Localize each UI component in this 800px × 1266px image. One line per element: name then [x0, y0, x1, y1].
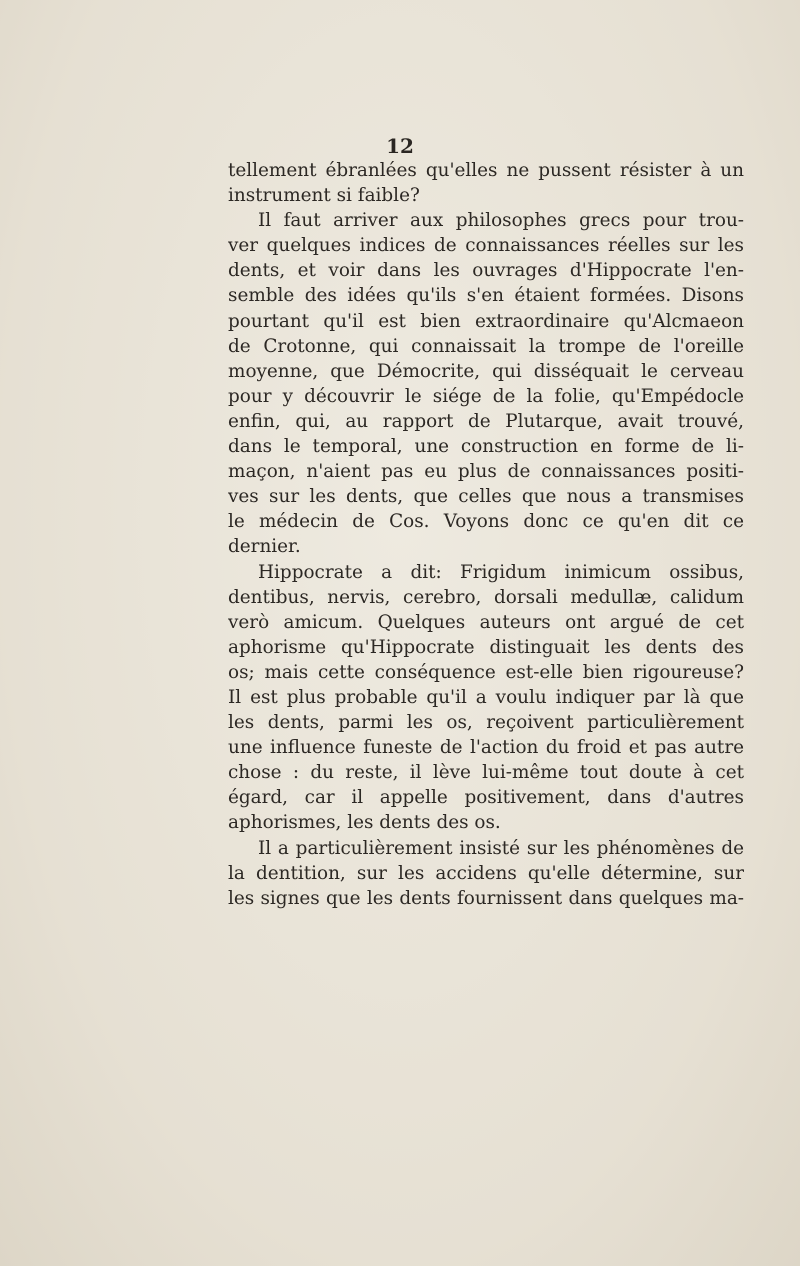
text-line: chose : du reste, il lève lui-même tout doute à cet: [228, 762, 744, 784]
text-line: ver quelques indices de connaissances réelles sur les: [228, 235, 744, 257]
text-line: verò amicum. Quelques auteurs ont argué de cet: [228, 611, 744, 633]
text-line: égard, car il appelle positivement, dans d'autres: [228, 787, 744, 809]
text-line: ves sur les dents, que celles que nous a transmises: [228, 486, 744, 508]
text-line: instrument si faible?: [228, 185, 420, 207]
text-line: la dentition, sur les accidens qu'elle détermine, sur: [228, 862, 744, 884]
text-line: maçon, n'aient pas eu plus de connaissances positi-: [228, 461, 744, 483]
text-line: enfin, qui, au rapport de Plutarque, avait trouvé,: [228, 410, 744, 432]
text-line: les dents, parmi les os, reçoivent particulièrement: [228, 712, 744, 734]
text-line: Hippocrate a dit: Frigidum inimicum ossibus,: [258, 561, 744, 583]
text-line: pourtant qu'il est bien extraordinaire qu'Alcmaeon: [228, 310, 744, 332]
text-line: aphorisme qu'Hippocrate distinguait les dents des: [228, 636, 744, 658]
text-line: aphorismes, les dents des os.: [228, 812, 501, 834]
text-line: de Crotonne, qui connaissait la trompe de l'oreille: [228, 335, 744, 357]
text-line: le médecin de Cos. Voyons donc ce qu'en dit ce: [228, 511, 744, 533]
text-line: dentibus, nervis, cerebro, dorsali medullæ, calidum: [228, 586, 744, 608]
text-line: moyenne, que Démocrite, qui disséquait le cerveau: [228, 360, 744, 382]
text-line: Il est plus probable qu'il a voulu indiquer par là que: [228, 686, 744, 708]
text-line: Il faut arriver aux philosophes grecs pour trou-: [258, 210, 744, 232]
page-number: 12: [386, 134, 414, 158]
text-line: semble des idées qu'ils s'en étaient formées. Disons: [228, 285, 744, 307]
text-line: dents, et voir dans les ouvrages d'Hippocrate l'en-: [228, 260, 744, 282]
text-line: tellement ébranlées qu'elles ne pussent résister à un: [228, 160, 744, 181]
text-line: os; mais cette conséquence est-elle bien rigoureuse?: [228, 661, 744, 683]
text-line: les signes que les dents fournissent dans quelques ma-: [228, 887, 744, 909]
text-line: dernier.: [228, 536, 301, 558]
text-line: une influence funeste de l'action du froid et pas autre: [228, 737, 744, 759]
text-line: Il a particulièrement insisté sur les phénomènes de: [258, 837, 744, 859]
text-line: dans le temporal, une construction en forme de li-: [228, 436, 744, 458]
text-line: pour y découvrir le siége de la folie, qu'Empédocle: [228, 385, 744, 407]
page-text: [228, 158, 744, 911]
